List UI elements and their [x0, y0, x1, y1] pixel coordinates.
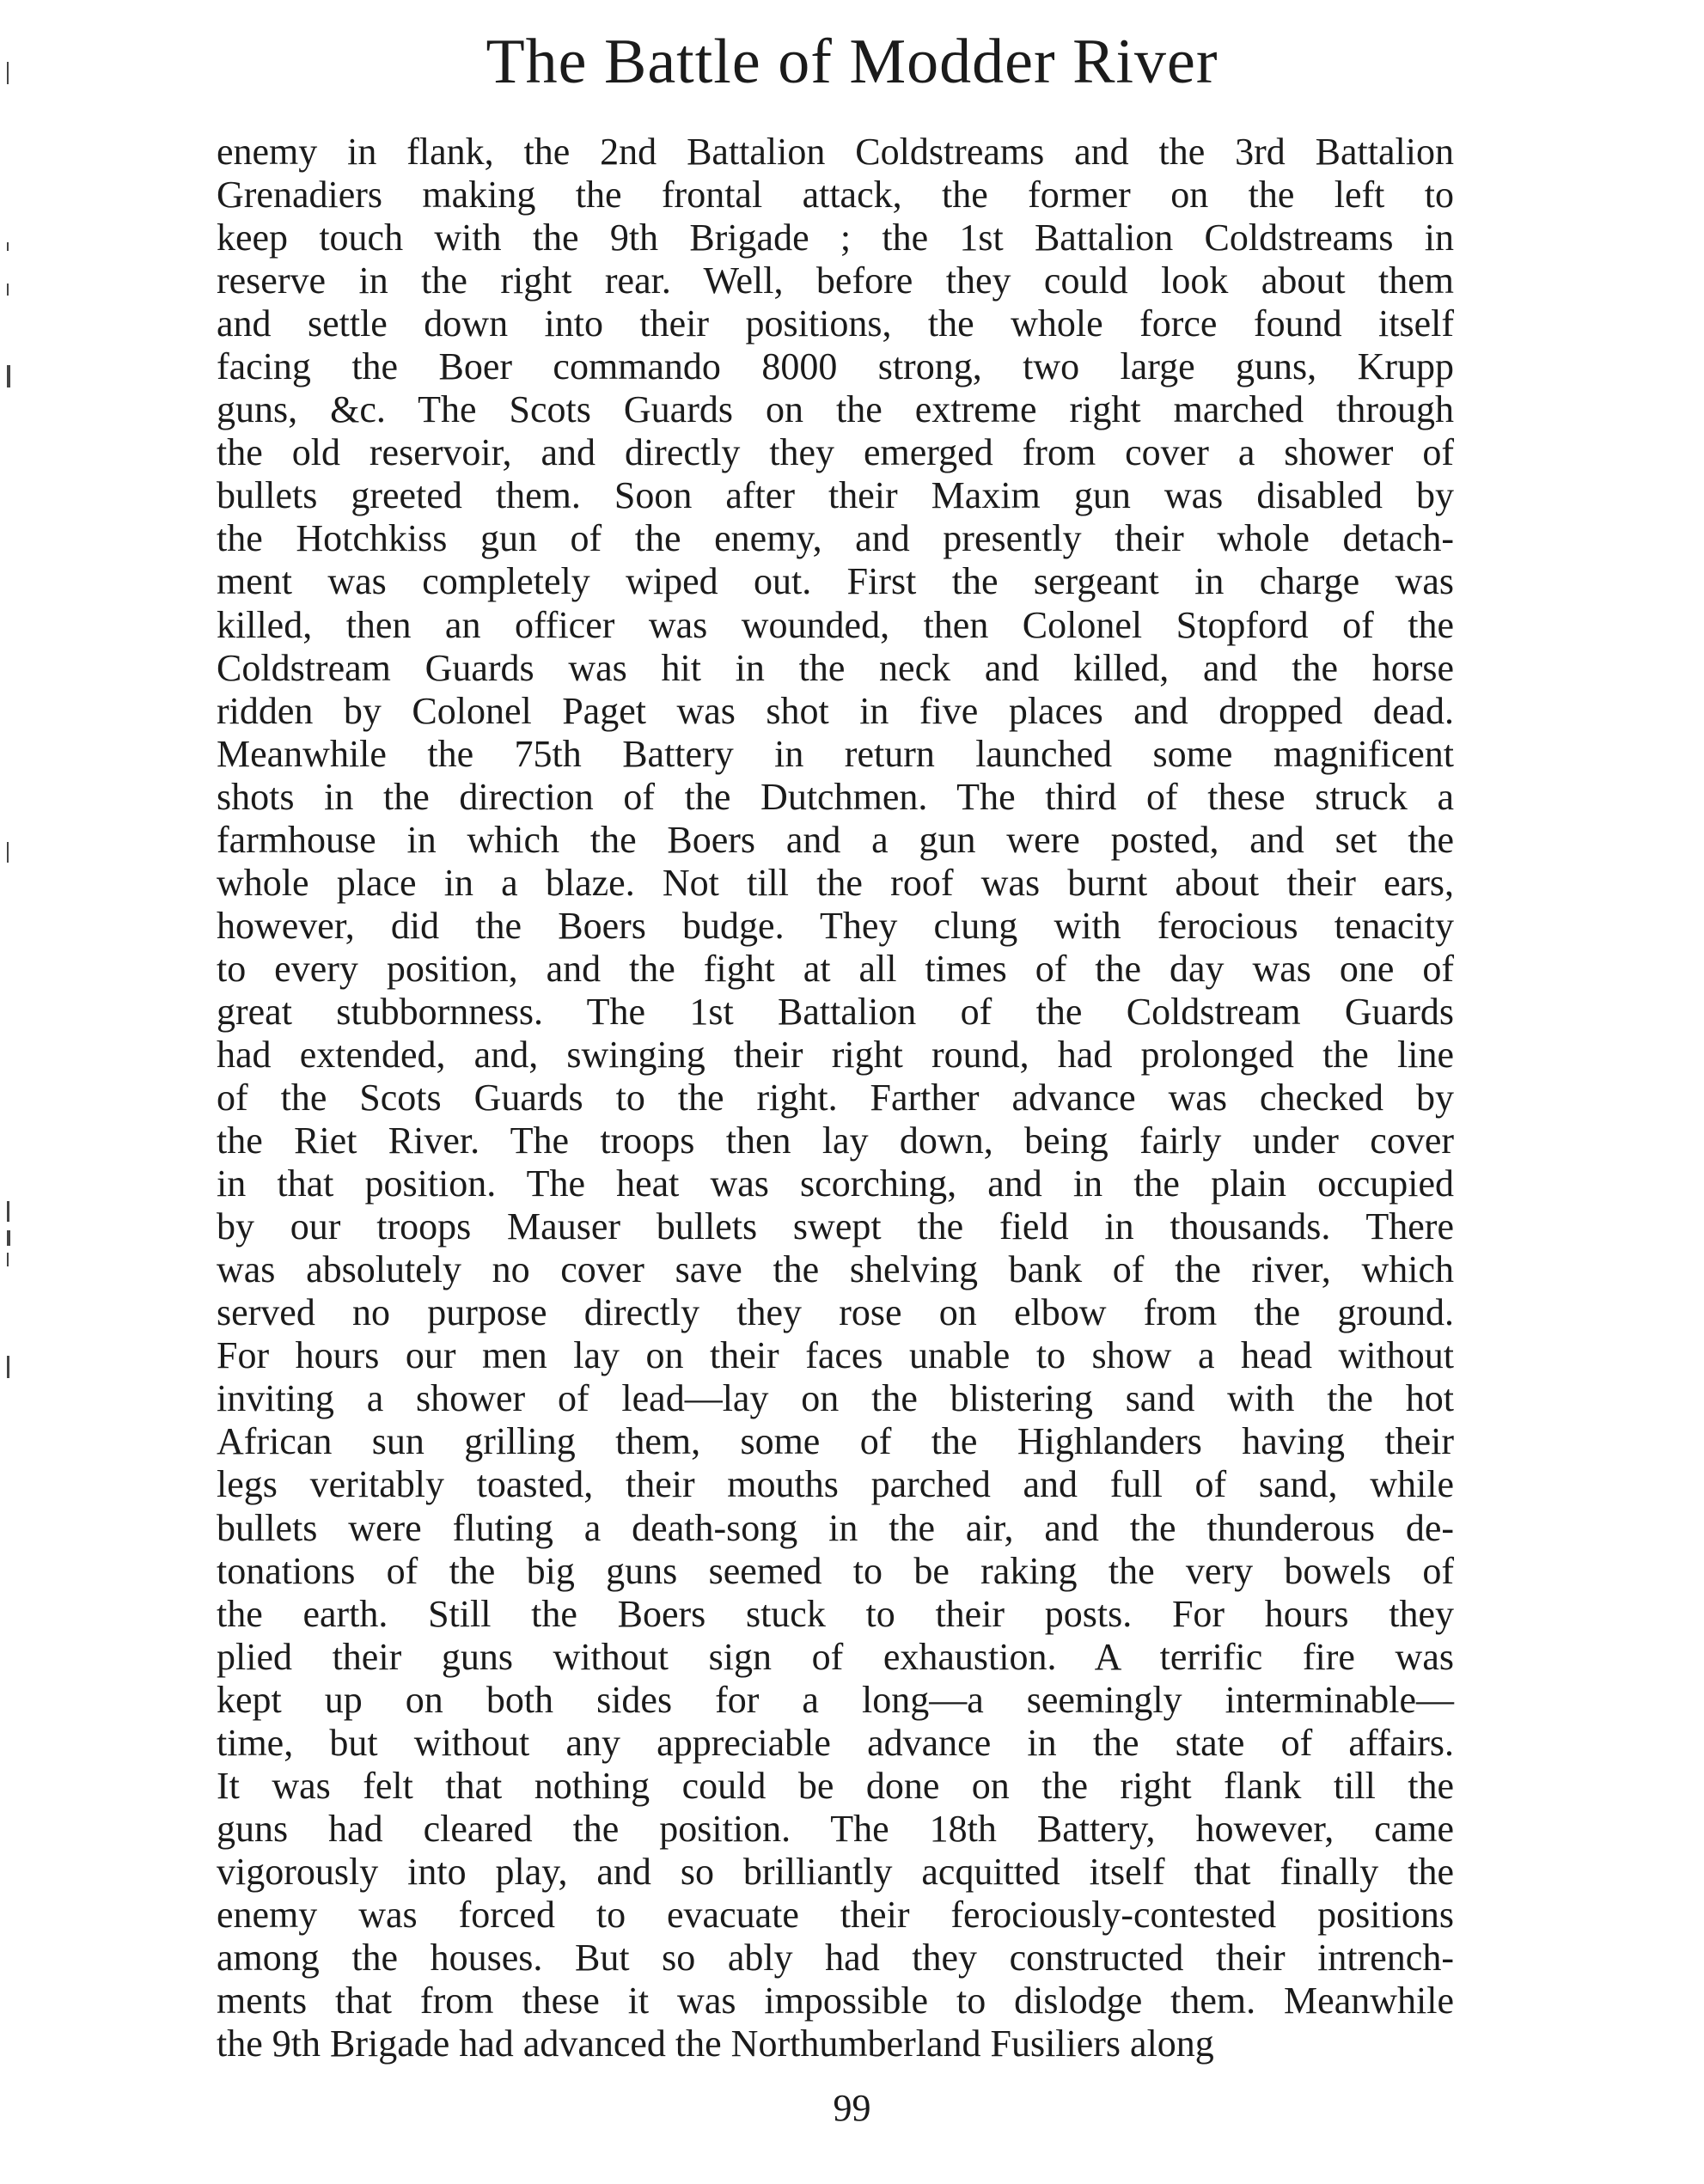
text-line: the Riet River. The troops then lay down, being fairly under cover: [217, 1119, 1454, 1162]
text-line: Meanwhile the 75th Battery in return launched some magnificent: [217, 732, 1454, 775]
margin-mark: [7, 1201, 9, 1222]
text-line: ridden by Colonel Paget was shot in five places and dropped dead.: [217, 689, 1454, 732]
margin-mark: [7, 242, 9, 251]
text-line: served no purpose directly they rose on elbow from the ground.: [217, 1291, 1454, 1334]
text-line: kept up on both sides for a long—a seemingly interminable—: [217, 1678, 1454, 1721]
text-line: and settle down into their positions, the whole force found itself: [217, 302, 1454, 345]
text-line: reserve in the right rear. Well, before they could look about them: [217, 259, 1454, 302]
text-line: among the houses. But so ably had they constructed their intrench-: [217, 1936, 1454, 1979]
text-line: It was felt that nothing could be done on the right flank till the: [217, 1764, 1454, 1807]
text-line: whole place in a blaze. Not till the roof was burnt about their ears,: [217, 861, 1454, 904]
text-line: ment was completely wiped out. First the sergeant in charge was: [217, 560, 1454, 603]
text-line: African sun grilling them, some of the Highlanders having their: [217, 1420, 1454, 1463]
text-line: guns had cleared the position. The 18th Battery, however, came: [217, 1807, 1454, 1850]
margin-mark: [7, 1253, 9, 1266]
body-text: [217, 131, 1454, 2065]
text-line: keep touch with the 9th Brigade ; the 1st Battalion Coldstreams in: [217, 217, 1454, 259]
text-line: plied their guns without sign of exhaustion. A terrific fire was: [217, 1635, 1454, 1678]
margin-mark: [7, 62, 9, 84]
text-line: Grenadiers making the frontal attack, the former on the left to: [217, 174, 1454, 217]
text-line: guns, &c. The Scots Guards on the extreme right marched through: [217, 388, 1454, 431]
text-line: the old reservoir, and directly they emerged from cover a shower of: [217, 431, 1454, 474]
margin-mark: [7, 1356, 9, 1378]
text-line: time, but without any appreciable advance in the state of affairs.: [217, 1721, 1454, 1764]
text-line: killed, then an officer was wounded, then Colonel Stopford of the: [217, 603, 1454, 646]
text-line: shots in the direction of the Dutchmen. The third of these struck a: [217, 775, 1454, 818]
text-line: the 9th Brigade had advanced the Northumberland Fusiliers along: [217, 2022, 1214, 2065]
text-line: enemy in flank, the 2nd Battalion Coldstreams and the 3rd Battalion: [217, 131, 1454, 173]
text-line: great stubbornness. The 1st Battalion of the Coldstream Guards: [217, 990, 1454, 1033]
text-line: tonations of the big guns seemed to be raking the very bowels of: [217, 1549, 1454, 1592]
margin-mark: [7, 842, 9, 863]
text-line: For hours our men lay on their faces unable to show a head without: [217, 1334, 1454, 1377]
text-line: ments that from these it was impossible to dislodge them. Meanwhile: [217, 1980, 1454, 2022]
text-line: in that position. The heat was scorching, and in the plain occupied: [217, 1162, 1454, 1205]
text-line: by our troops Mauser bullets swept the field in thousands. There: [217, 1205, 1454, 1248]
margin-mark: [7, 365, 10, 387]
page-title: The Battle of Modder River: [486, 27, 1218, 97]
text-line: inviting a shower of lead—lay on the blistering sand with the hot: [217, 1377, 1454, 1420]
text-line: bullets greeted them. Soon after their Maxim gun was disabled by: [217, 474, 1454, 517]
text-line: farmhouse in which the Boers and a gun were posted, and set the: [217, 818, 1454, 861]
text-line: bullets were fluting a death-song in the air, and the thunderous de-: [217, 1506, 1454, 1549]
text-line: was absolutely no cover save the shelving bank of the river, which: [217, 1248, 1454, 1291]
text-line: of the Scots Guards to the right. Farther advance was checked by: [217, 1077, 1454, 1119]
margin-mark: [7, 1230, 10, 1246]
page-number: 99: [833, 2087, 871, 2129]
text-line: to every position, and the fight at all times of the day was one of: [217, 947, 1454, 990]
text-line: enemy was forced to evacuate their ferociously-contested positions: [217, 1893, 1454, 1936]
text-line: the Hotchkiss gun of the enemy, and presently their whole detach-: [217, 517, 1454, 560]
text-line: Coldstream Guards was hit in the neck and killed, and the horse: [217, 646, 1454, 689]
text-line: however, did the Boers budge. They clung with ferocious tenacity: [217, 904, 1454, 947]
text-line: facing the Boer commando 8000 strong, two large guns, Krupp: [217, 345, 1454, 388]
text-line: had extended, and, swinging their right round, had prolonged the line: [217, 1033, 1454, 1076]
text-line: vigorously into play, and so brilliantly acquitted itself that finally the: [217, 1850, 1454, 1893]
margin-mark: [7, 284, 9, 296]
text-line: legs veritably toasted, their mouths parched and full of sand, while: [217, 1463, 1454, 1506]
text-line: the earth. Still the Boers stuck to their posts. For hours they: [217, 1592, 1454, 1635]
